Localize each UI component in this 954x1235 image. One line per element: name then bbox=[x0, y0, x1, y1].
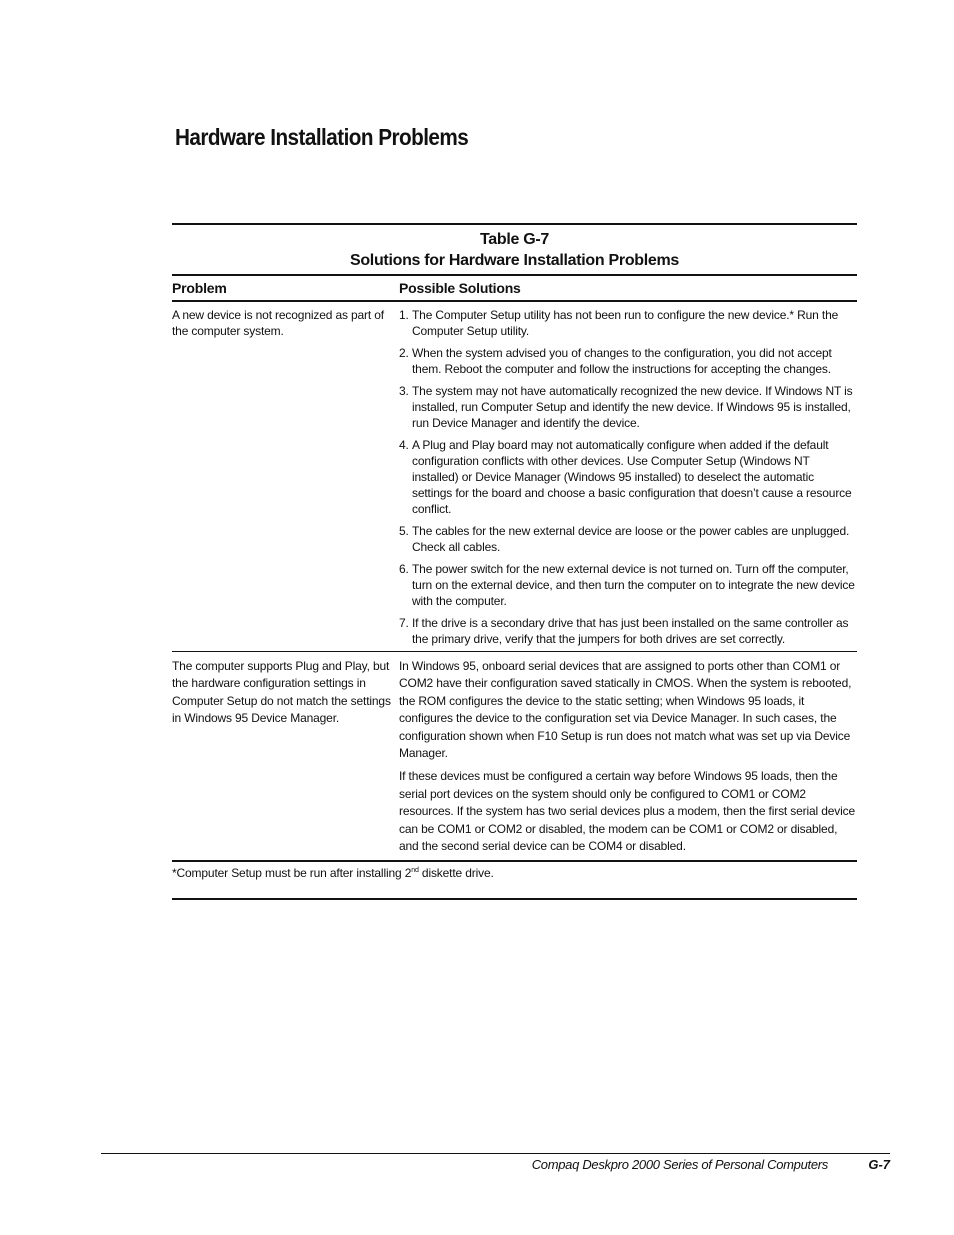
item-number: 4. bbox=[399, 438, 409, 452]
solutions-cell bbox=[399, 658, 857, 855]
item-number: 6. bbox=[399, 562, 409, 576]
footer-book-title: Compaq Deskpro 2000 Series of Personal Computers bbox=[531, 1157, 828, 1172]
header-problem: Problem bbox=[172, 280, 227, 296]
solutions-list bbox=[399, 307, 857, 647]
list-item bbox=[399, 437, 857, 517]
table-header-row bbox=[172, 276, 857, 300]
page-title: Hardware Installation Problems bbox=[175, 124, 469, 150]
list-item bbox=[399, 615, 857, 647]
item-text: If the drive is a secondary drive that has just been installed on the same controller as the primary drive, verify that the jumpers for both drives are set correctly. bbox=[412, 616, 849, 646]
list-item bbox=[399, 523, 857, 555]
table-row bbox=[172, 302, 857, 651]
solution-paragraph: If these devices must be configured a certain way before Windows 95 loads, then the serial port devices on the system should only be configured to COM1 or COM2 resources. If the system has two serial devices plus a modem, then the first serial device can be COM1 or COM2 or disabled, the modem can be COM1 or COM2 or disabled, and the second serial device can be COM4 or disabled. bbox=[399, 769, 856, 854]
item-number: 2. bbox=[399, 346, 409, 360]
list-item bbox=[399, 345, 857, 377]
footnote-text-end: diskette drive. bbox=[418, 866, 494, 881]
table-caption bbox=[172, 225, 857, 274]
table-footnote bbox=[172, 862, 857, 898]
item-number: 3. bbox=[399, 384, 409, 398]
item-text: The Computer Setup utility has not been run to configure the new device.* Run the Computer Setup utility. bbox=[412, 308, 839, 338]
item-text: When the system advised you of changes to the configuration, you did not accept them. Reboot the computer and follow the instructions for accepting the changes. bbox=[412, 346, 832, 376]
item-number: 1. bbox=[399, 308, 409, 322]
footer-page-number: G-7 bbox=[868, 1157, 890, 1172]
footnote-superscript: nd bbox=[411, 867, 419, 875]
solutions-table bbox=[172, 223, 857, 900]
table-bottom-rule bbox=[172, 898, 857, 900]
table-number: Table G-7 bbox=[479, 231, 550, 248]
footnote-text: *Computer Setup must be run after installing 2 bbox=[172, 866, 412, 881]
problem-cell: A new device is not recognized as part of the computer system. bbox=[172, 308, 384, 338]
list-item bbox=[399, 307, 857, 339]
list-item bbox=[399, 561, 857, 609]
header-solutions: Possible Solutions bbox=[399, 280, 521, 296]
table-title: Solutions for Hardware Installation Problems bbox=[349, 252, 680, 269]
solutions-cell bbox=[399, 307, 857, 647]
item-text: The cables for the new external device are loose or the power cables are unplugged. Check all cables. bbox=[412, 524, 850, 554]
item-text: The power switch for the new external device is not turned on. Turn off the computer, turn on the external device, and then turn the computer on to integrate the new device with the computer. bbox=[412, 562, 855, 608]
item-number: 7. bbox=[399, 616, 409, 630]
item-text: The system may not have automatically recognized the new device. If Windows NT is installed, run Computer Setup and identify the new device. If Windows 95 is installed, run Device Manager and identify the device. bbox=[412, 384, 853, 430]
item-number: 5. bbox=[399, 524, 409, 538]
table-row bbox=[172, 652, 857, 860]
footer-rule bbox=[101, 1153, 890, 1154]
item-text: A Plug and Play board may not automatically configure when added if the default configuration conflicts with other devices. Use Computer Setup (Windows NT installed) or Device Manager (Windows 95 installed) to deselect the automatic settings for the board and choose a basic configuration that doesn’t cause a resource conflict. bbox=[412, 438, 852, 516]
solution-paragraph: In Windows 95, onboard serial devices that are assigned to ports other than COM1 or COM2 have their configuration saved statically in CMOS. When the system is rebooted, the ROM configures the device to the static setting; when Windows 95 loads, it configures the device to the configuration set via Device Manager. In such cases, the configuration shown when F10 Setup is run does not match what was set up via Device Manager. bbox=[399, 659, 852, 761]
list-item bbox=[399, 383, 857, 431]
problem-cell: The computer supports Plug and Play, but the hardware configuration settings in Computer Setup do not match the settings in Windows 95 Device Manager. bbox=[172, 659, 391, 726]
